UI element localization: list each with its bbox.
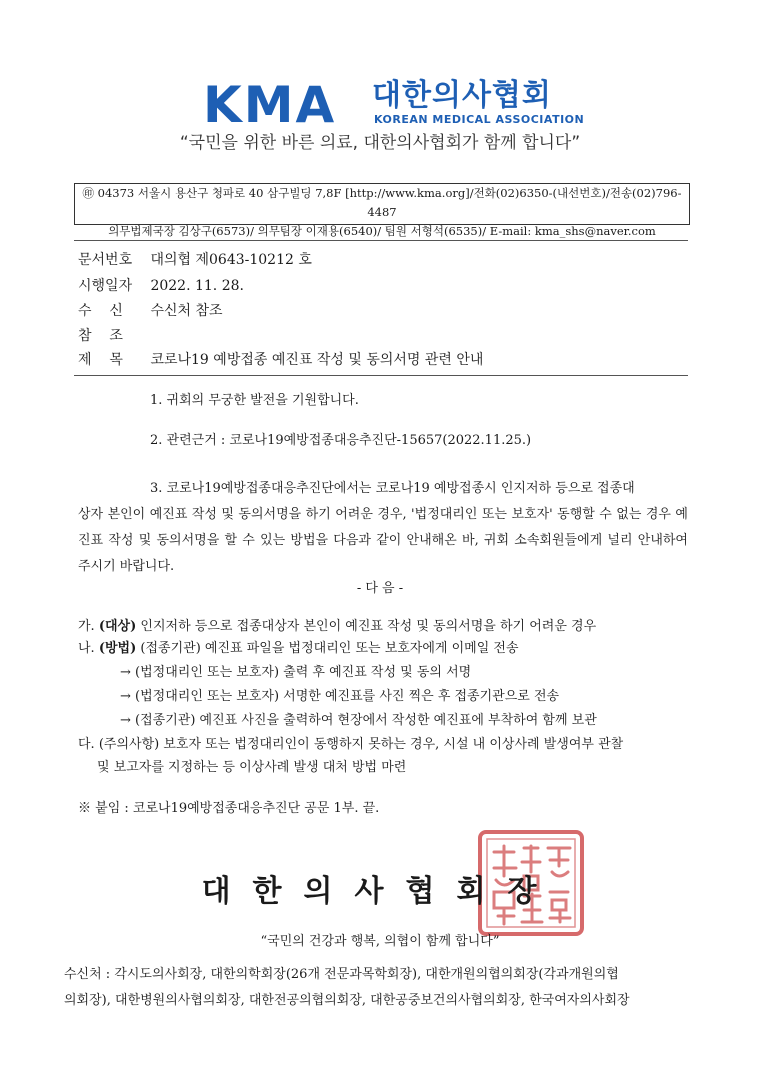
notice-heading: - 다 음 - (356, 581, 404, 596)
address-line-2: 의무법제국장 김상구(6573)/ 의무팀장 이재용(6540)/ 팀원 서형석(6535)/ E-mail: kma_shs@naver.com (108, 224, 656, 238)
reference-row (78, 326, 146, 346)
paragraph-3-first: 3. 코로나19예방접종대응추진단에서는 코로나19 예방접종시 인지저하 등으로 접종대 (150, 481, 635, 496)
meta-value: 2022. 11. 28. (150, 278, 244, 294)
item-text: 인지저하 등으로 접종대상자 본인이 예진표 작성 및 동의서명을 하기 어려운 경우 (136, 619, 597, 634)
kma-logo-mark: KMA (203, 76, 337, 134)
item-method (78, 636, 519, 662)
method-step-2: → (법정대리인 또는 보호자) 서명한 예진표를 사진 찍은 후 접종기관으로 전송 (120, 689, 560, 704)
subject-row (78, 350, 483, 370)
method-step-3: → (접종기관) 예진표 사진을 출력하여 현장에서 작성한 예진표에 부착하여 함께 보관 (120, 713, 597, 728)
signatory-title: 대한의사협회장 (201, 874, 559, 909)
org-name-english: KOREAN MEDICAL ASSOCIATION (374, 113, 585, 126)
item-caution-line-2: 및 보고자를 지정하는 등 이상사례 발생 대처 방법 마련 (97, 760, 407, 775)
meta-label: 문서번호 (78, 252, 133, 268)
org-name-korean: 대한의사협회 (372, 78, 552, 113)
item-prefix: 가. (78, 619, 95, 634)
divider (74, 375, 688, 376)
meta-value: 코로나19 예방접종 예진표 작성 및 동의서명 관련 안내 (150, 352, 484, 368)
meta-value: 수신처 참조 (150, 303, 223, 319)
signature-motto: “국민의 건강과 행복, 의협이 함께 합니다” (260, 934, 500, 949)
meta-label: 수 신 (78, 303, 123, 319)
recipient-row (78, 301, 223, 321)
address-line-1: ㊞ 04373 서울시 용산구 청파로 40 삼구빌딩 7,8F [http://www.kma.org]/전화(02)6350-(내선번호)/전송(02)796-4487 (82, 186, 682, 219)
paragraph-2: 2. 관련근거 : 코로나19예방접종대응추진단-15657(2022.11.25.) (150, 433, 532, 448)
slogan: “국민을 위한 바른 의료, 대한의사협회가 함께 합니다” (179, 133, 581, 153)
paragraph-1: 1. 귀회의 무궁한 발전을 기원합니다. (150, 393, 359, 408)
recipients-line-1: 수신처 : 각시도의사회장, 대한의학회장(26개 전문과목학회장), 대한개원의협의회장(각과개원의협 (64, 967, 619, 982)
meta-label: 참 조 (78, 328, 123, 344)
doc-number-row (78, 250, 312, 270)
paragraph-3-rest: 상자 본인이 예진표 작성 및 동의서명을 하기 어려운 경우, '법정대리인 또는 보호자' 동행할 수 없는 경우 예진표 작성 및 동의서명을 할 수 있는 방법을 다음과 같이 안내해온 바, 귀회 소속회원들에게 널리 안내하여 주시기 바랍니다. (78, 507, 688, 574)
address-box (74, 183, 690, 238)
meta-label: 시행일자 (78, 278, 133, 294)
item-caution-line-1: 다. (주의사항) 보호자 또는 법정대리인이 동행하지 못하는 경우, 시설 내 이상사례 발생여부 관찰 (78, 737, 624, 752)
item-prefix: 나. (78, 641, 95, 656)
meta-value: 대의협 제0643-10212 호 (150, 252, 312, 268)
date-row (78, 276, 244, 296)
method-step-1: → (법정대리인 또는 보호자) 출력 후 예진표 작성 및 동의 서명 (120, 665, 472, 680)
item-key: (방법) (98, 641, 137, 656)
item-key: (대상) (98, 619, 137, 634)
meta-label: 제 목 (78, 352, 123, 368)
divider (74, 240, 688, 241)
recipients-line-2: 의회장), 대한병원의사협의회장, 대한전공의협의회장, 대한공중보건의사협의회장, 한국여자의사회장 (64, 993, 630, 1008)
item-text: (접종기관) 예진표 파일을 법정대리인 또는 보호자에게 이메일 전송 (136, 641, 519, 656)
attachment-note: ※ 붙임 : 코로나19예방접종대응추진단 공문 1부. 끝. (78, 801, 380, 816)
